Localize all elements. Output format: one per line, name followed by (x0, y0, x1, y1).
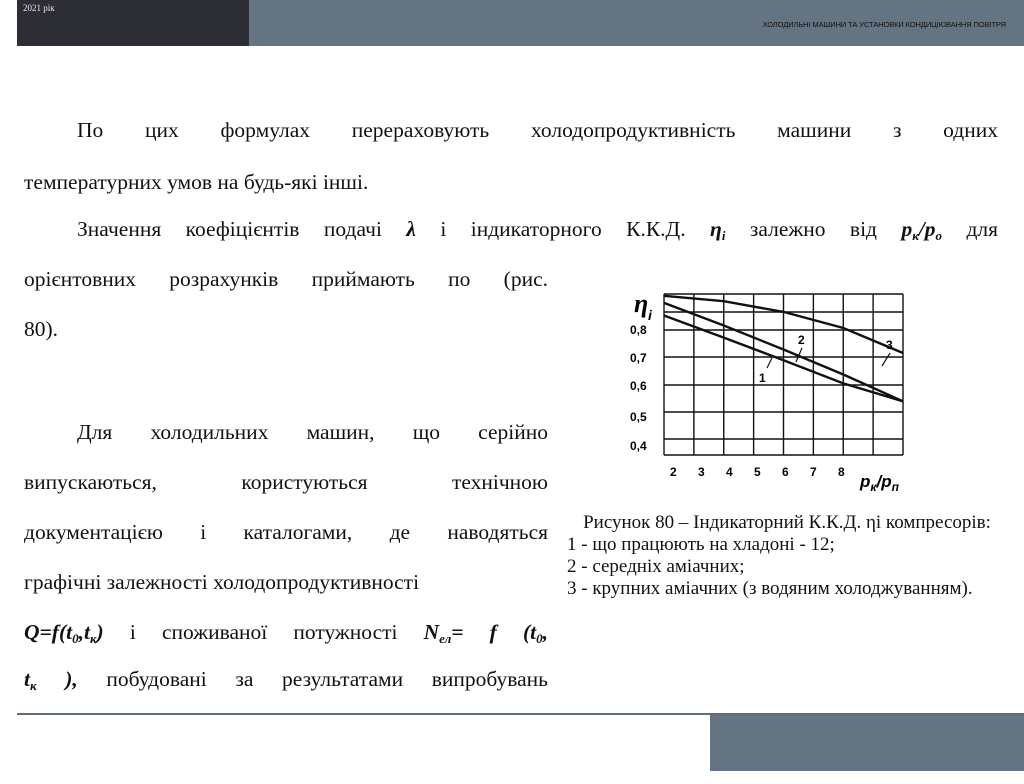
x-tick-label: 2 (670, 465, 677, 479)
paragraph-1-line-1: По цих формулах перераховують холодопродуктивність машини з одних (77, 118, 998, 142)
curve-label-leader-3 (882, 353, 890, 366)
header-year-block (17, 0, 249, 46)
y-axis-label-subscript: i (648, 307, 652, 323)
paragraph-3-line-2: випускаються, користуються технічною (24, 470, 548, 494)
header-year: 2021 рік (23, 3, 55, 13)
efficiency-chart (620, 282, 920, 497)
paragraph-3-line-4: графічні залежності холодопродуктивності (24, 570, 420, 594)
x-tick-label: 5 (754, 465, 761, 479)
x-tick-label: 3 (698, 465, 705, 479)
x-axis-label: $p_к/p_п$ (860, 472, 899, 494)
paragraph-2-line-3: 80). (24, 317, 59, 341)
paragraph-3-line-3: документацією і каталогами, де наводяться (24, 520, 548, 544)
chart-grid (664, 294, 903, 455)
curve-label-3: 3 (886, 338, 893, 352)
y-tick-label: 0,8 (630, 323, 647, 337)
paragraph-2-line-1: Значення коефіцієнтів подачі λ і індикаторного К.К.Д. $\eta_i$ залежно від $p_к/p_о$ для (77, 217, 999, 243)
y-axis-label: η (634, 289, 649, 318)
header-title-block (249, 0, 1024, 46)
paragraph-2-line-2: орієнтовних розрахунків приймають по (рис. (24, 267, 548, 291)
header-title: ХОЛОДИЛЬНІ МАШИНИ ТА УСТАНОВКИ КОНДИЦІЮВАННЯ ПОВІТРЯ (762, 20, 1006, 29)
curve-label-2: 2 (798, 333, 805, 347)
x-tick-label: 8 (838, 465, 845, 479)
paragraph-3-line-6: $t_к$ ), побудовані за результатами випробувань (24, 667, 548, 693)
curve-label-1: 1 (759, 371, 766, 385)
x-tick-label: 6 (782, 465, 789, 479)
y-tick-label: 0,5 (630, 410, 647, 424)
y-tick-label: 0,7 (630, 351, 647, 365)
figure-caption-item-1: 1 - що працюють на хладоні - 12; (567, 534, 835, 555)
x-tick-label: 4 (726, 465, 733, 479)
y-tick-label: 0,6 (630, 379, 647, 393)
curve-label-leader-1 (767, 358, 772, 368)
figure-caption (567, 512, 1007, 600)
x-tick-label: 7 (810, 465, 817, 479)
paragraph-1-line-2: температурних умов на будь-які інші. (24, 170, 369, 194)
figure-caption-title: Рисунок 80 – Індикаторний К.К.Д. ηі компресорів: (583, 512, 991, 533)
figure-caption-item-3: 3 - крупних аміачних (з водяним холоджуванням). (567, 578, 973, 599)
y-tick-label: 0,4 (630, 439, 647, 453)
paragraph-3-line-5: $Q=f(t_0,t_к)$ і споживаної потужності $N_{ел}= f$ ($t_0$, (24, 620, 548, 646)
footer-block (710, 715, 1024, 771)
figure-caption-item-2: 2 - середніх аміачних; (567, 556, 745, 577)
paragraph-3-line-1: Для холодильних машин, що серійно (77, 420, 548, 444)
